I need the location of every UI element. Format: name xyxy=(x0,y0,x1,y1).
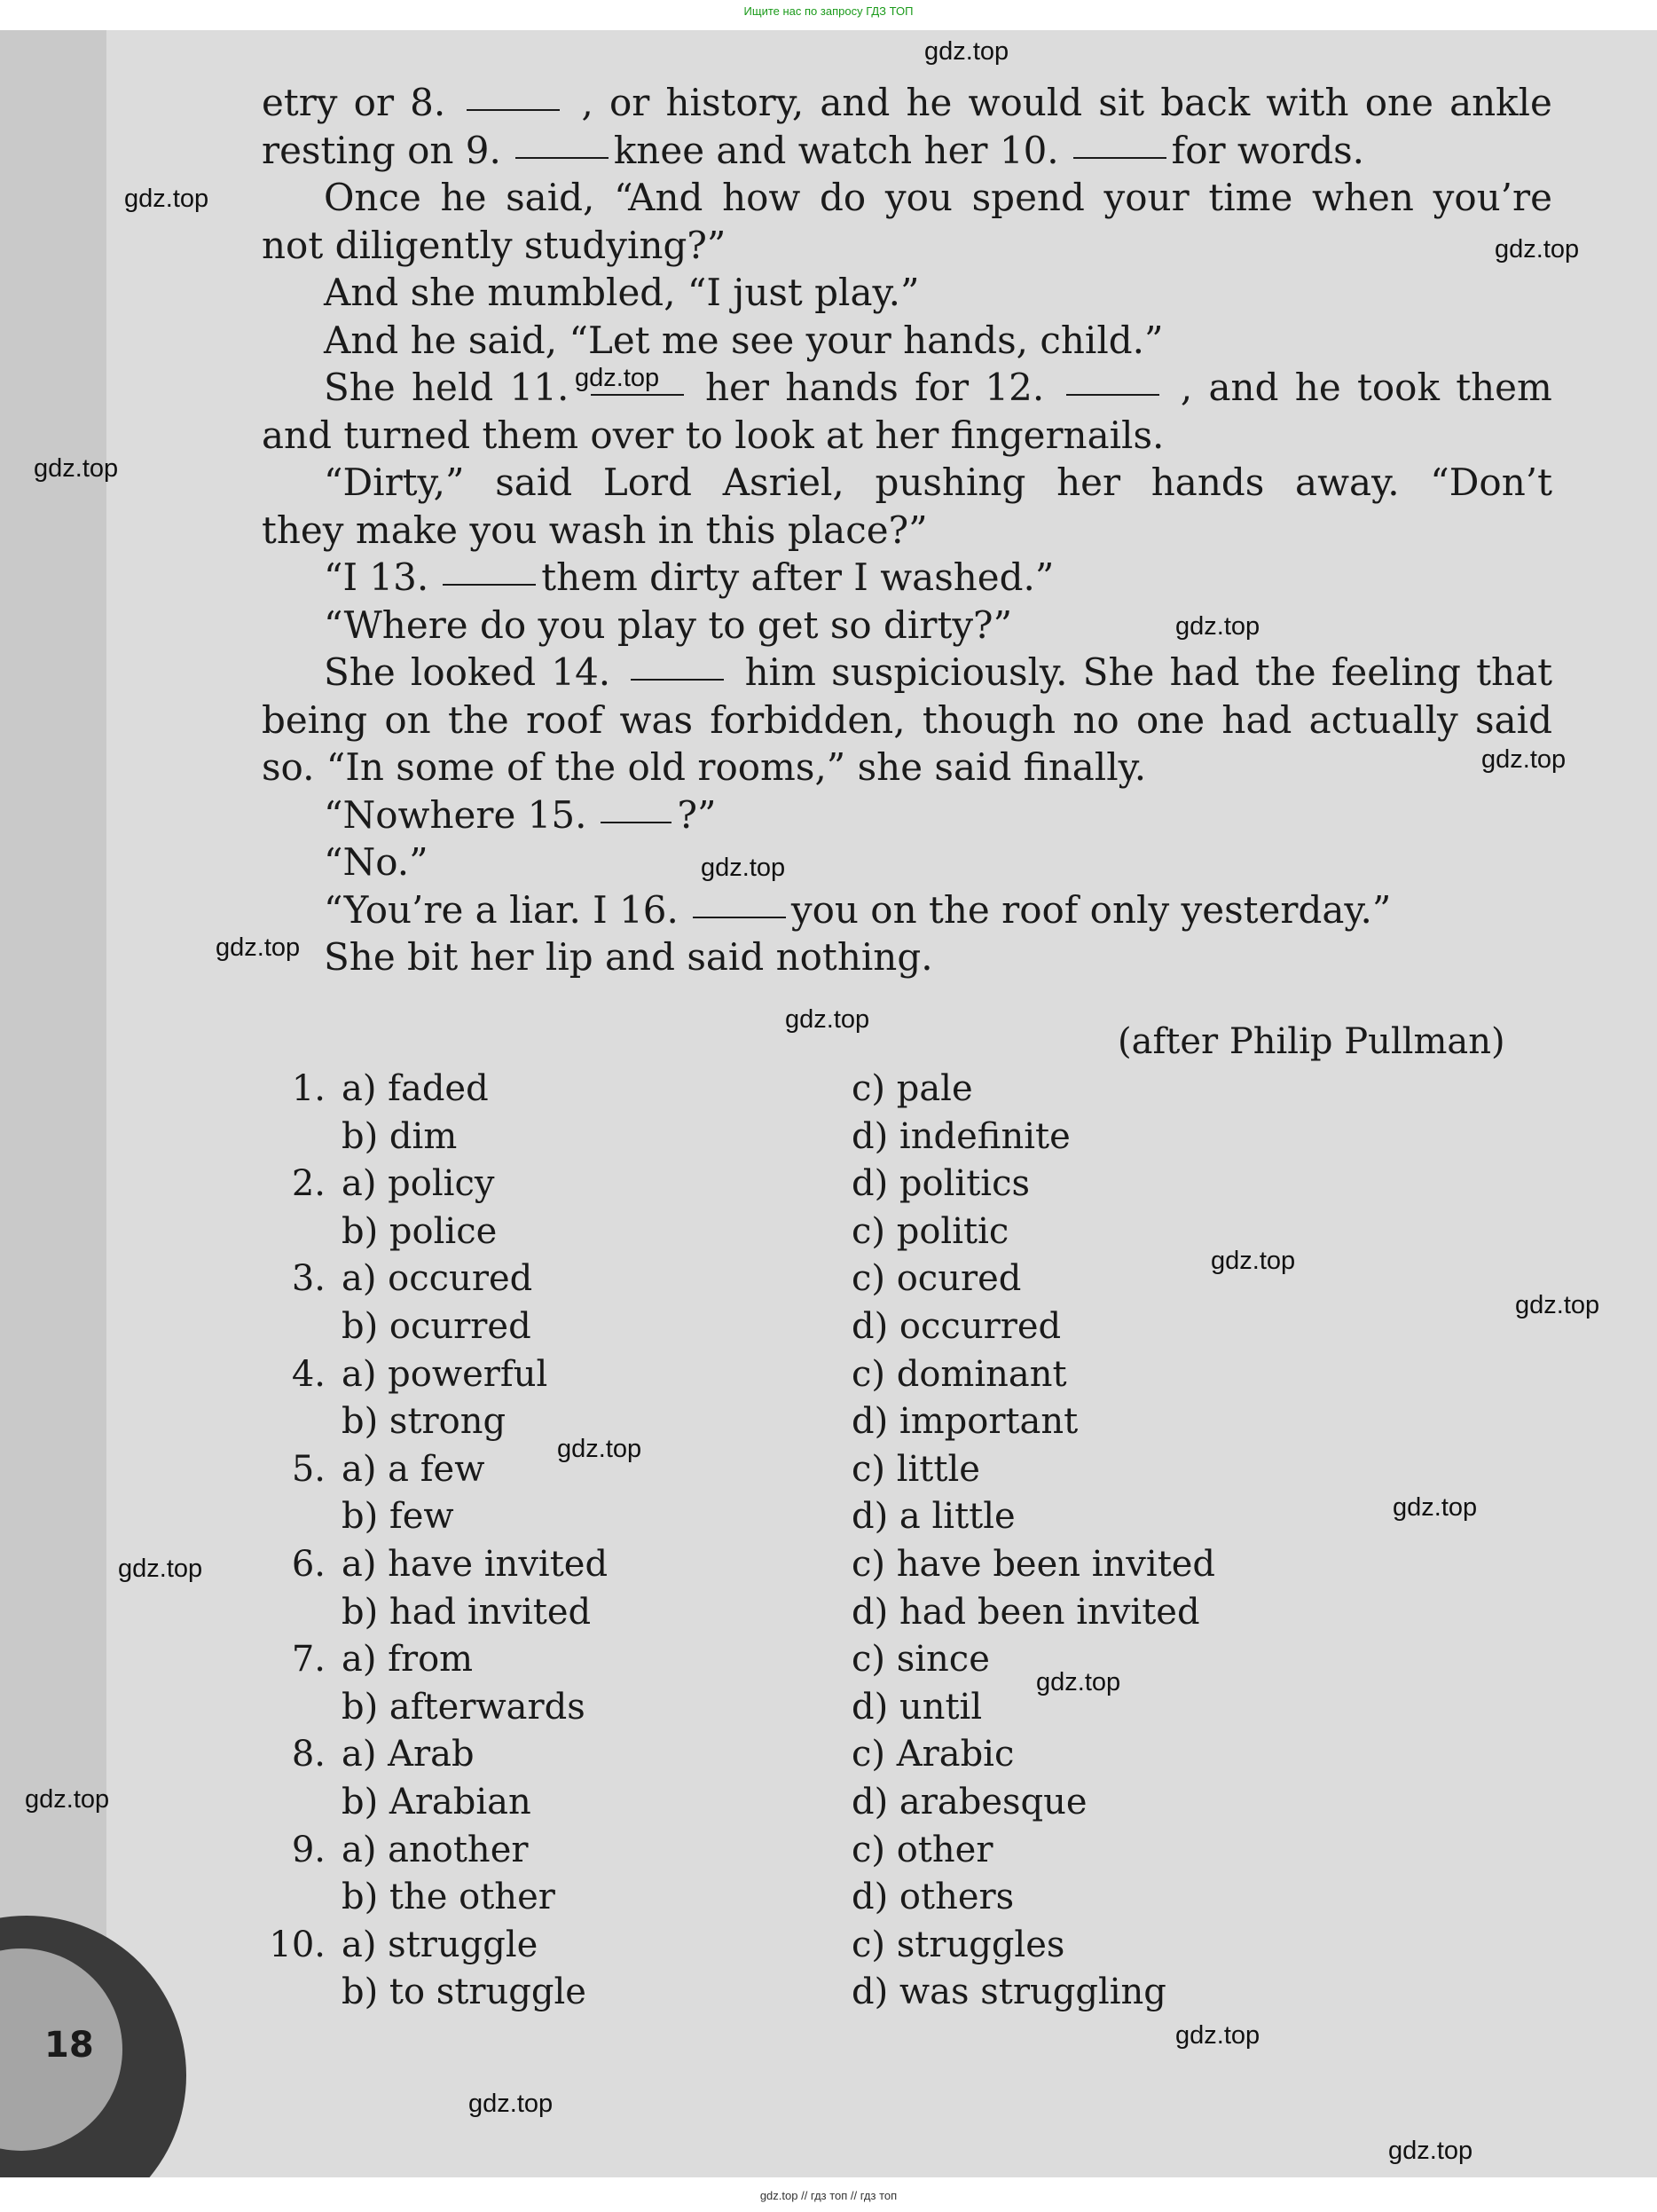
option-a: a) Arab xyxy=(342,1734,475,1775)
option-b: b) dim xyxy=(342,1115,458,1157)
text-segment: forbidden, xyxy=(710,697,906,742)
text-segment: She xyxy=(324,650,396,694)
watermark: gdz.top xyxy=(1175,2021,1260,2050)
text-segment: the xyxy=(447,697,509,742)
watermark: gdz.top xyxy=(118,1555,203,1583)
watermark: gdz.top xyxy=(785,1005,870,1034)
option-a: a) a few xyxy=(342,1448,485,1490)
text-segment: do xyxy=(820,176,867,219)
text-segment: said, xyxy=(506,176,595,219)
book-page xyxy=(0,30,1657,2177)
text-segment: not diligently studying?” xyxy=(262,223,726,267)
text-segment: back xyxy=(1160,81,1251,124)
text-segment: when xyxy=(1312,176,1414,219)
text-line xyxy=(262,459,1552,507)
option-b: b) ocurred xyxy=(342,1305,531,1347)
question-number: 9. xyxy=(291,1829,326,1870)
text-line xyxy=(262,554,1552,602)
text-segment: was xyxy=(619,697,694,742)
question-number: 3. xyxy=(291,1258,326,1300)
text-line xyxy=(262,744,1552,791)
gap-blank xyxy=(515,127,609,159)
text-segment: her xyxy=(1056,461,1121,504)
text-segment: , xyxy=(581,81,593,124)
text-segment: “You’re a liar. I 16. xyxy=(324,887,679,932)
text-segment: had xyxy=(1169,650,1240,694)
text-segment: for xyxy=(915,366,970,409)
watermark: gdz.top xyxy=(1393,1493,1478,1522)
bottom-banner: gdz.top // гдз топ // гдз топ xyxy=(759,2189,898,2202)
option-a: a) from xyxy=(342,1639,474,1681)
text-line xyxy=(262,649,1552,697)
text-line xyxy=(262,174,1552,222)
text-segment: “I 13. xyxy=(324,555,429,599)
option-d: d) had been invited xyxy=(852,1591,1200,1633)
watermark: gdz.top xyxy=(1515,1291,1600,1319)
watermark: gdz.top xyxy=(216,933,301,962)
page-left-edge xyxy=(0,30,106,2177)
watermark: gdz.top xyxy=(1175,612,1260,641)
question-number: 5. xyxy=(291,1448,326,1490)
text-segment: knee and watch her 10. xyxy=(613,128,1059,172)
text-segment: with xyxy=(1266,81,1349,124)
text-segment: said xyxy=(1475,697,1552,742)
option-d: d) until xyxy=(852,1686,983,1728)
option-a: a) struggle xyxy=(342,1924,538,1965)
option-b: b) afterwards xyxy=(342,1686,585,1728)
question-number: 1. xyxy=(291,1068,326,1109)
watermark: gdz.top xyxy=(34,454,119,483)
option-a: a) occured xyxy=(342,1258,533,1300)
top-banner: Ищите нас по запросу ГДЗ ТОП xyxy=(743,4,914,18)
option-c: c) other xyxy=(852,1829,993,1870)
text-line xyxy=(262,412,1552,460)
text-segment: She xyxy=(1082,650,1155,694)
text-line xyxy=(262,886,1552,934)
option-d: d) indefinite xyxy=(852,1115,1071,1157)
text-segment: them xyxy=(1456,366,1552,409)
text-line xyxy=(262,838,1552,886)
text-segment: pushing xyxy=(875,461,1026,504)
text-line xyxy=(262,364,1552,412)
text-segment: feeling xyxy=(1331,650,1461,694)
text-segment: Once xyxy=(324,176,421,219)
text-line xyxy=(262,79,1552,127)
option-c: c) dominant xyxy=(852,1353,1067,1395)
question-number: 4. xyxy=(291,1353,326,1395)
text-segment: he xyxy=(906,81,953,124)
option-b: b) police xyxy=(342,1210,498,1252)
gap-blank xyxy=(443,554,536,586)
text-segment: for words. xyxy=(1171,128,1365,172)
text-segment: ?” xyxy=(677,792,717,837)
text-segment: the xyxy=(1254,650,1316,694)
text-segment: her xyxy=(704,366,769,409)
text-segment: suspiciously. xyxy=(831,650,1068,694)
option-b: b) the other xyxy=(342,1877,555,1918)
text-segment: ankle xyxy=(1449,81,1552,124)
watermark: gdz.top xyxy=(25,1785,110,1814)
gap-blank xyxy=(631,649,724,681)
story-text xyxy=(262,79,1552,981)
text-segment: and turned them over to look at her fingernails. xyxy=(262,413,1165,457)
text-segment: they make you wash in this place?” xyxy=(262,508,928,552)
option-c: c) Arabic xyxy=(852,1734,1015,1775)
gap-blank xyxy=(601,791,671,823)
text-segment: said xyxy=(495,461,573,504)
option-d: d) important xyxy=(852,1401,1079,1443)
option-a: a) another xyxy=(342,1829,529,1870)
text-segment: you on the roof only yesterday.” xyxy=(790,887,1392,932)
watermark: gdz.top xyxy=(1036,1668,1121,1696)
option-d: d) a little xyxy=(852,1496,1016,1538)
text-line xyxy=(262,317,1552,365)
text-segment: roof xyxy=(526,697,603,742)
watermark: gdz.top xyxy=(124,185,209,213)
text-segment: being xyxy=(262,697,368,742)
text-line xyxy=(262,933,1552,981)
text-segment: hands xyxy=(1150,461,1265,504)
option-d: d) was struggling xyxy=(852,1972,1166,2013)
option-c: d) politics xyxy=(852,1163,1030,1205)
text-segment: him xyxy=(744,650,816,694)
watermark: gdz.top xyxy=(701,854,786,882)
text-segment: no xyxy=(1072,697,1119,742)
text-segment: She xyxy=(324,366,396,409)
text-segment: And he said, “Let me see your hands, child.” xyxy=(324,318,1164,362)
text-segment: spend xyxy=(971,176,1085,219)
text-line xyxy=(262,791,1552,839)
text-segment: “Nowhere 15. xyxy=(324,792,587,837)
text-line xyxy=(262,697,1552,744)
option-c: c) have been invited xyxy=(852,1543,1216,1585)
text-segment: so. “In some of the old rooms,” she said finally. xyxy=(262,745,1147,789)
watermark: gdz.top xyxy=(557,1435,642,1463)
text-segment: “No.” xyxy=(324,840,428,884)
text-segment: away. xyxy=(1295,461,1400,504)
gap-blank xyxy=(467,79,560,111)
text-segment: held xyxy=(412,366,494,409)
option-d: c) politic xyxy=(852,1210,1009,1252)
text-segment: 8. xyxy=(410,81,446,124)
text-segment: resting on 9. xyxy=(262,128,501,172)
option-a: a) powerful xyxy=(342,1353,548,1395)
option-b: b) Arabian xyxy=(342,1781,531,1822)
watermark: gdz.top xyxy=(1481,745,1567,774)
watermark: gdz.top xyxy=(1495,235,1580,264)
watermark: gdz.top xyxy=(575,364,660,392)
text-line xyxy=(262,507,1552,555)
text-segment: on xyxy=(384,697,431,742)
question-number: 10. xyxy=(269,1924,326,1965)
watermark: gdz.top xyxy=(1211,1247,1296,1275)
text-segment: 14. xyxy=(551,650,611,694)
gap-blank xyxy=(693,886,786,918)
gap-blank xyxy=(1066,364,1159,396)
text-segment: them dirty after I washed.” xyxy=(541,555,1055,599)
text-segment: how xyxy=(722,176,801,219)
option-b: b) had invited xyxy=(342,1591,592,1633)
option-c: c) struggles xyxy=(852,1924,1065,1965)
option-b: b) to struggle xyxy=(342,1972,586,2013)
text-segment: your xyxy=(1103,176,1190,219)
option-a: a) faded xyxy=(342,1068,489,1109)
text-line xyxy=(262,222,1552,270)
text-segment: , xyxy=(1180,366,1193,409)
option-a: a) have invited xyxy=(342,1543,609,1585)
text-segment: you’re xyxy=(1433,176,1552,219)
question-number: 7. xyxy=(291,1639,326,1681)
option-b: b) few xyxy=(342,1496,454,1538)
option-d: d) others xyxy=(852,1877,1015,1918)
text-segment: “And xyxy=(614,176,703,219)
text-segment: one xyxy=(1135,697,1205,742)
option-c: c) since xyxy=(852,1639,990,1681)
text-line xyxy=(262,127,1552,175)
text-segment: hands xyxy=(785,366,899,409)
text-segment: and xyxy=(1208,366,1279,409)
text-line xyxy=(262,269,1552,317)
text-segment: and xyxy=(820,81,891,124)
option-d: d) arabesque xyxy=(852,1781,1088,1822)
watermark: gdz.top xyxy=(924,37,1009,66)
text-segment: time xyxy=(1208,176,1293,219)
text-segment: “Dirty,” xyxy=(324,461,465,504)
text-segment: actually xyxy=(1308,697,1458,742)
text-segment: 12. xyxy=(985,366,1045,409)
text-segment: he xyxy=(1294,366,1341,409)
text-segment: or xyxy=(353,81,395,124)
text-segment: sit xyxy=(1098,81,1145,124)
watermark: gdz.top xyxy=(468,2090,554,2118)
text-segment: Asriel, xyxy=(722,461,844,504)
question-number: 8. xyxy=(291,1734,326,1775)
text-segment: he xyxy=(440,176,487,219)
page-number: 18 xyxy=(44,2025,94,2066)
text-segment: one xyxy=(1364,81,1433,124)
text-segment: Lord xyxy=(602,461,692,504)
option-b: b) strong xyxy=(342,1401,507,1443)
option-c: c) pale xyxy=(852,1068,973,1109)
question-number: 2. xyxy=(291,1163,326,1205)
text-segment: you xyxy=(884,176,953,219)
text-segment: 11. xyxy=(509,366,569,409)
watermark: gdz.top xyxy=(1388,2137,1473,2165)
option-a: a) policy xyxy=(342,1163,495,1205)
text-segment: though xyxy=(922,697,1056,742)
text-segment: etry xyxy=(262,81,338,124)
text-segment: And she mumbled, “I just play.” xyxy=(324,271,920,314)
text-segment: “Don’t xyxy=(1430,461,1552,504)
option-c: c) ocured xyxy=(852,1258,1022,1300)
text-segment: would xyxy=(968,81,1083,124)
text-segment: history, xyxy=(665,81,805,124)
text-segment: had xyxy=(1221,697,1292,742)
text-segment: “Where do you play to get so dirty?” xyxy=(324,602,1013,647)
text-segment: looked xyxy=(410,650,537,694)
text-segment: that xyxy=(1476,650,1552,694)
text-segment: took xyxy=(1357,366,1440,409)
text-segment: or xyxy=(609,81,650,124)
option-c: c) little xyxy=(852,1448,980,1490)
text-line xyxy=(262,602,1552,649)
author-credit: (after Philip Pullman) xyxy=(1118,1021,1505,1062)
option-d: d) occurred xyxy=(852,1305,1062,1347)
text-segment: She bit her lip and said nothing. xyxy=(324,935,933,979)
question-number: 6. xyxy=(291,1543,326,1585)
gap-blank xyxy=(1073,127,1166,159)
